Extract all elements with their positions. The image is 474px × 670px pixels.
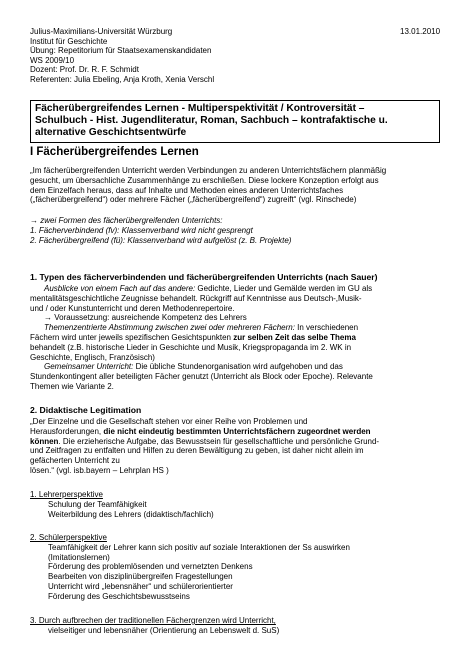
quote-line: („fächerübergreifend“) oder mehrere Fächer („fächerübergreifend“) zugreift“ (vgl. Rinschede) <box>30 195 357 205</box>
types-body <box>30 284 442 392</box>
quote-line: „Im fächerübergreifenden Unterricht werden Verbindungen zu anderen Unterrichtsfächern planmäßig <box>30 166 387 175</box>
speakers: Referenten: Julia Ebeling, Anja Kroth, Xenia Verschl <box>30 74 215 84</box>
type-label: Themenzentrierte Abstimmung zwischen zwei oder mehreren Fächern: <box>44 323 295 333</box>
list-item: Förderung des problemlösenden und vernetzten Denkens <box>48 562 253 572</box>
body-line: und / oder Kunstunterricht und deren Methodenrepertoire. <box>30 303 235 313</box>
title-line: alternative Geschichtsentwürfe <box>35 127 187 138</box>
title-line: Fächerübergreifendes Lernen - Multiperspektivität / Kontroversität – <box>35 103 365 114</box>
form-item: 2. Fächerübergreifend (fü): Klassenverband wird aufgelöst (z. B. Projekte) <box>30 235 292 245</box>
list-item: Teamfähigkeit der Lehrer kann sich positiv auf soziale Interaktionen der Ss auswirken <box>48 542 350 552</box>
breaking-boundaries <box>30 616 442 636</box>
university-name: Julius-Maximilians-Universität Würzburg <box>30 27 173 36</box>
forms-list <box>30 216 442 245</box>
semester: WS 2009/10 <box>30 55 75 65</box>
list-item: (Imitationslernen) <box>48 552 110 562</box>
types-heading: 1. Typen des fächerverbindenden und fächerübergreifenden Unterrichts (nach Sauer) <box>30 272 378 282</box>
body-line: vielseitiger und lebensnäher (Orientierung an Lebenswelt d. SuS) <box>48 625 280 635</box>
type-text: In verschiedenen <box>294 323 359 333</box>
didactic-heading: 2. Didaktische Legitimation <box>30 405 142 415</box>
section-heading: I Fächerübergreifendes Lernen <box>30 146 199 158</box>
body-line: behandelt (z.B. historische Lieder in Geschichte und Musik, Kriegspropaganda im 2. WK in <box>30 342 352 352</box>
type-label: Ausblicke von einem Fach auf das andere: <box>44 284 196 293</box>
body-line: lösen.“ (vgl. isb.bayern – Lehrplan HS ) <box>30 465 169 475</box>
list-item: Schulung der Teamfähigkeit <box>48 499 147 509</box>
quote-line: dem Einzelfach heraus, dass auf Inhalte und Methoden eines anderen Unterrichtsfaches <box>30 185 344 195</box>
body-line: → Voraussetzung: ausreichende Kompetenz des Lehrers <box>44 313 247 323</box>
body-text: Fächern wird unter jeweils spezifischen Gesichtspunkten <box>30 332 234 342</box>
subsection-heading: 3. Durch aufbrechen der traditionellen Fächergrenzen wird Unterricht, <box>30 616 276 625</box>
subsection-heading: 1. Lehrerperspektive <box>30 490 103 499</box>
body-line: Geschichte, Englisch, Französisch) <box>30 352 155 362</box>
body-line: Stundenkontingent aller beteiligten Fächer genutzt (Unterricht als Block oder Epoche). Relevante <box>30 372 373 382</box>
definition-quote <box>30 166 442 205</box>
body-line: und Zeitfragen zu entfalten und Hilfen zu deren Bewältigung zu geben, ist daher nicht allein im <box>30 446 364 456</box>
list-item: Förderung des Geschichtsbewusstseins <box>48 591 190 601</box>
quote-line: gesucht, um übersachliche Zusammenhänge zu erschließen. Diese lockere Konzeption erfolgt aus <box>30 175 379 185</box>
body-line: „Der Einzelne und die Gesellschaft stehen vor einer Reihe von Problemen und <box>30 417 308 426</box>
emphasis-text: zur selben Zeit das selbe Thema <box>233 332 356 342</box>
emphasis-text: können <box>30 436 59 446</box>
body-line: Themen wie Variante 2. <box>30 381 114 391</box>
body-text: . Die erzieherische Aufgabe, das Bewusstsein für gesellschaftliche und persönliche Grund- <box>58 436 380 446</box>
teacher-perspective <box>30 490 442 519</box>
subsection-heading: 2. Schülerperspektive <box>30 533 107 542</box>
course-name: Übung: Repetitorium für Staatsexamenskandidaten <box>30 46 212 56</box>
title-box <box>30 100 440 143</box>
student-perspective <box>30 533 442 602</box>
body-line: gefächerten Unterricht zu <box>30 456 120 466</box>
body-text: Herausforderungen, <box>30 426 104 436</box>
title-line: Schulbuch - Hist. Jugendliteratur, Roman, Sachbuch – kontrafaktische u. <box>35 115 388 126</box>
document-date: 13.01.2010 <box>400 27 441 36</box>
forms-title: → zwei Formen des fächerübergreifenden Unterrichts: <box>30 216 223 225</box>
type-label: Gemeinsamer Unterricht: <box>44 362 134 372</box>
type-text: Gedichte, Lieder und Gemälde werden im GU als <box>195 284 373 293</box>
type-text: Die übliche Stundenorganisation wird aufgehoben und das <box>133 362 343 372</box>
list-item: Weiterbildung des Lehrers (didaktisch/fachlich) <box>48 509 214 519</box>
list-item: Unterricht wird „lebensnäher“ und schülerorientierter <box>48 581 233 591</box>
body-line: mentalitätsgeschichtliche Zeugnisse behandelt. Rückgriff auf Kenntnisse aus Deutsch-,Musik- <box>30 293 362 303</box>
didactic-body <box>30 417 442 476</box>
emphasis-text: die nicht eindeutig bestimmten Unterrichtsfächern zugeordnet werden <box>103 426 371 436</box>
form-item: 1. Fächerverbindend (fv): Klassenverband wird nicht gesprengt <box>30 225 253 235</box>
institute-name: Institut für Geschichte <box>30 36 108 46</box>
list-item: Bearbeiten von disziplinübergreifen Fragestellungen <box>48 572 233 582</box>
document-header <box>30 27 214 85</box>
lecturer: Dozent: Prof. Dr. R. F. Schmidt <box>30 65 139 75</box>
